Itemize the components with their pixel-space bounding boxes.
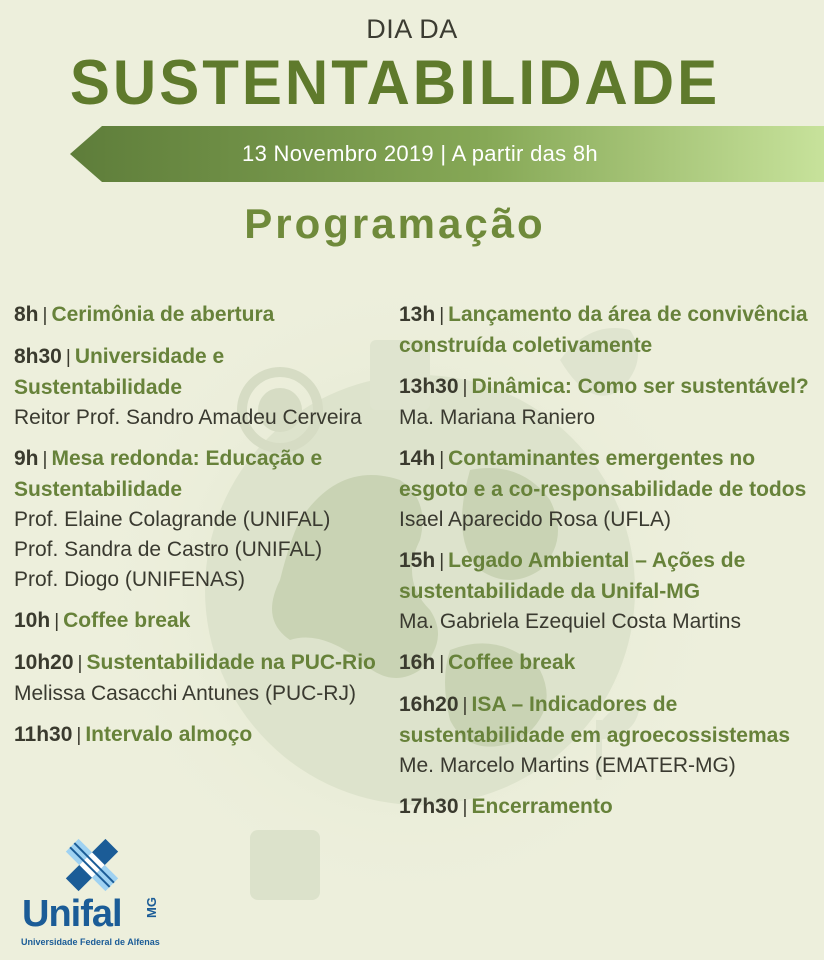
schedule-speaker: Prof. Diogo (UNIFENAS) [14, 568, 246, 591]
schedule-time: 17h30 [399, 795, 459, 818]
schedule-separator: | [65, 347, 71, 368]
schedule-title: Coffee break [63, 609, 191, 632]
schedule-time: 9h [14, 447, 39, 470]
schedule-time: 16h [399, 651, 436, 674]
schedule-item [14, 444, 384, 595]
schedule-separator: | [439, 551, 445, 572]
schedule-item [399, 648, 819, 679]
event-date-line: 13 Novembro 2019 | A partir das 8h [242, 141, 598, 166]
section-title: Programação [244, 200, 546, 247]
schedule-item-heading [399, 300, 819, 361]
schedule-item [14, 720, 384, 751]
schedule-speaker: Isael Aparecido Rosa (UFLA) [399, 508, 671, 531]
schedule-time: 13h [399, 303, 436, 326]
schedule-title: Lançamento da área de convivência construída coletivamente [399, 303, 808, 357]
schedule-time: 8h [14, 303, 39, 326]
schedule-item-heading [14, 720, 384, 751]
logo-wordmark: Unifal [22, 893, 122, 935]
schedule-item [399, 300, 819, 361]
schedule-speaker: Ma. Gabriela Ezequiel Costa Martins [399, 610, 741, 633]
schedule-item-heading [399, 690, 819, 751]
schedule-time: 13h30 [399, 375, 459, 398]
schedule-speaker: Melissa Casacchi Antunes (PUC-RJ) [14, 682, 356, 705]
schedule-title: Coffee break [448, 651, 576, 674]
schedule-item-heading [399, 372, 819, 403]
schedule-item [14, 648, 384, 709]
event-pre-title: DIA DA [366, 14, 458, 44]
schedule-item [399, 444, 819, 535]
schedule-separator: | [54, 611, 60, 632]
schedule-separator: | [462, 797, 468, 818]
schedule-title: Encerramento [471, 795, 613, 818]
schedule-title: Sustentabilidade na PUC-Rio [86, 651, 376, 674]
schedule-item [399, 546, 819, 637]
schedule-item [14, 300, 384, 331]
schedule-speaker: Me. Marcelo Martins (EMATER-MG) [399, 754, 736, 777]
schedule-item-heading [399, 792, 819, 823]
logo-subtitle: Universidade Federal de Alfenas [21, 937, 160, 947]
schedule-title: Intervalo almoço [85, 723, 253, 746]
schedule-item [14, 342, 384, 433]
schedule-time: 8h30 [14, 345, 62, 368]
schedule-speaker: Prof. Sandra de Castro (UNIFAL) [14, 538, 323, 561]
schedule-title: Contaminantes emergentes no esgoto e a co-responsabilidade de todos [399, 447, 807, 501]
schedule-separator: | [439, 305, 445, 326]
schedule-separator: | [42, 449, 48, 470]
schedule-time: 10h [14, 609, 51, 632]
schedule-item [14, 606, 384, 637]
schedule-item [399, 690, 819, 781]
schedule-title: Universidade e Sustentabilidade [14, 345, 225, 399]
schedule-separator: | [462, 377, 468, 398]
schedule-title: Legado Ambiental – Ações de sustentabilidade da Unifal-MG [399, 549, 746, 603]
schedule-title: Dinâmica: Como ser sustentável? [471, 375, 809, 398]
schedule-item [399, 792, 819, 823]
schedule-item-heading [14, 444, 384, 505]
schedule-item-heading [14, 300, 384, 331]
event-title: SUSTENTABILIDADE [69, 47, 721, 118]
schedule-item-heading [399, 546, 819, 607]
schedule-time: 15h [399, 549, 436, 572]
schedule-item-heading [14, 342, 384, 403]
schedule-column-left [14, 300, 384, 762]
schedule-time: 11h30 [14, 723, 73, 746]
schedule-item-heading [14, 606, 384, 637]
schedule-title: ISA – Indicadores de sustentabilidade em agroecossistemas [399, 693, 790, 747]
schedule-separator: | [439, 449, 445, 470]
schedule-time: 10h20 [14, 651, 74, 674]
schedule-separator: | [77, 653, 83, 674]
schedule-item-heading [14, 648, 384, 679]
schedule-separator: | [76, 725, 82, 746]
schedule-speaker: Reitor Prof. Sandro Amadeu Cerveira [14, 406, 362, 429]
schedule-speaker: Prof. Elaine Colagrande (UNIFAL) [14, 508, 331, 531]
schedule-item [399, 372, 819, 433]
logo-state: MG [144, 897, 159, 918]
schedule-time: 16h20 [399, 693, 459, 716]
schedule-time: 14h [399, 447, 436, 470]
schedule-separator: | [462, 695, 468, 716]
schedule-item-heading [399, 648, 819, 679]
schedule-column-right [399, 300, 819, 834]
schedule-separator: | [42, 305, 48, 326]
schedule-speaker: Ma. Mariana Raniero [399, 406, 596, 429]
schedule-separator: | [439, 653, 445, 674]
schedule-title: Mesa redonda: Educação e Sustentabilidade [14, 447, 323, 501]
schedule-item-heading [399, 444, 819, 505]
schedule-title: Cerimônia de abertura [51, 303, 275, 326]
